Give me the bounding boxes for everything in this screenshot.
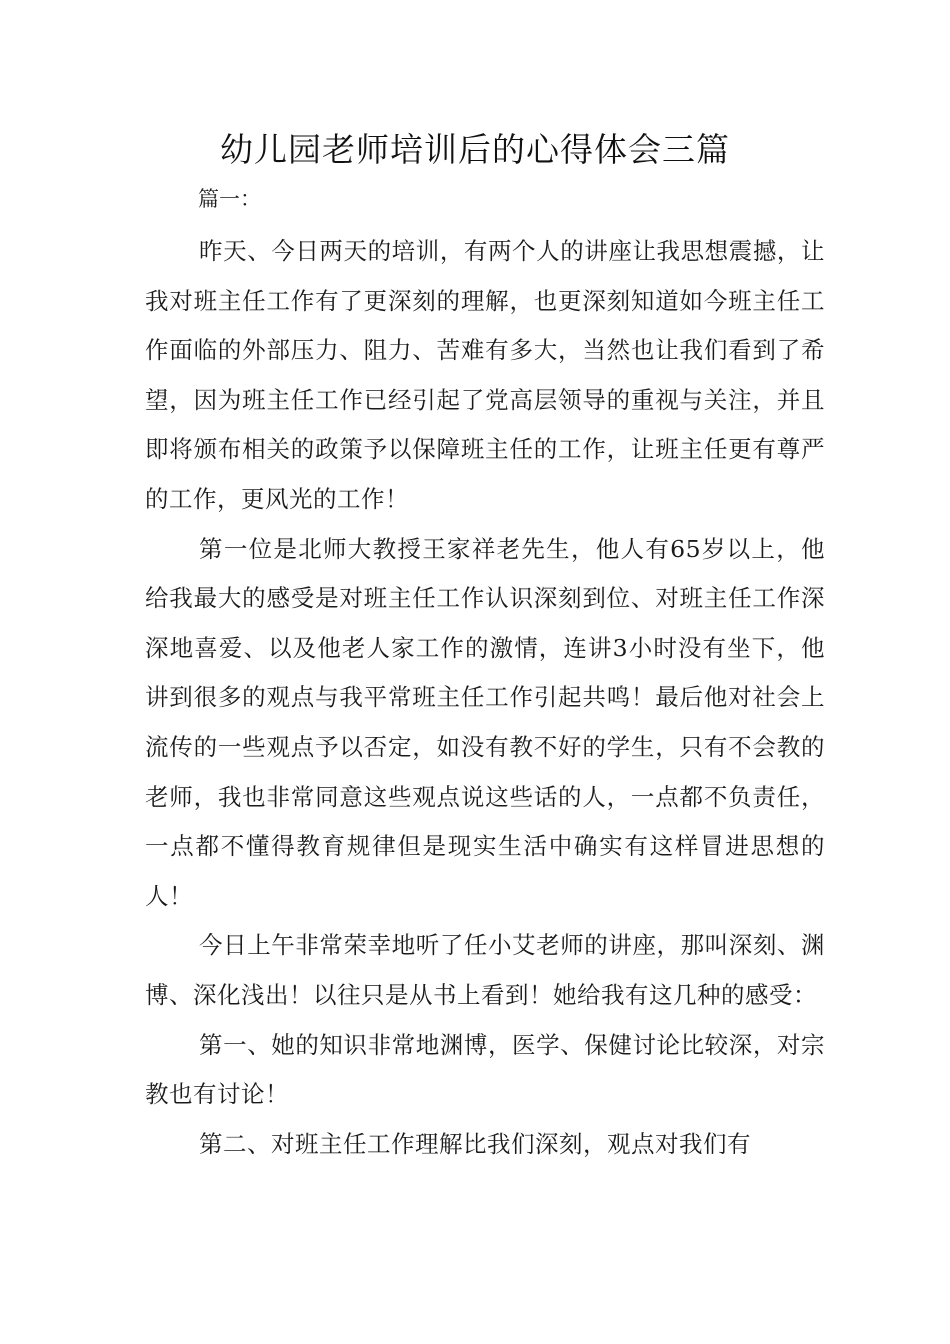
paragraph-3: 今日上午非常荣幸地听了任小艾老师的讲座，那叫深刻、渊博、深化浅出！以往只是从书上看到！她给我有这几种的感受： xyxy=(145,931,825,1009)
paragraph-2: 第一位是北师大教授王家祥老先生，他人有65岁以上，他给我最大的感受是对班主任工作认识深刻到位、对班主任工作深深地喜爱、以及他老人家工作的激情，连讲3小时没有坐下，他讲到很多的观点与我平常班主任工作引起共鸣！最后他对社会上流传的一些观点予以否定，如没有教不好的学生，只有不会教的老师，我也非常同意这些观点说这些话的人，一点都不负责任，一点都不懂得教育规律但是现实生活中确实有这样冒进思想的人！ xyxy=(145,534,825,910)
paragraph-1: 昨天、今日两天的培训，有两个人的讲座让我思想震撼，让我对班主任工作有了更深刻的理解，也更深刻知道如今班主任工作面临的外部压力、阻力、苦难有多大，当然也让我们看到了希望，因为班主任工作已经引起了党高层领导的重视与关注，并且即将颁布相关的政策予以保障班主任的工作，让班主任更有尊严的工作，更风光的工作！ xyxy=(145,237,825,513)
section-label: 篇一： xyxy=(198,187,261,211)
paragraph-4: 第一、她的知识非常地渊博，医学、保健讨论比较深，对宗教也有讨论！ xyxy=(145,1030,825,1109)
document-body xyxy=(145,227,825,1169)
paragraph-5: 第二、对班主任工作理解比我们深刻，观点对我们有 xyxy=(199,1129,752,1158)
document-title: 幼儿园老师培训后的心得体会三篇 xyxy=(220,130,730,169)
